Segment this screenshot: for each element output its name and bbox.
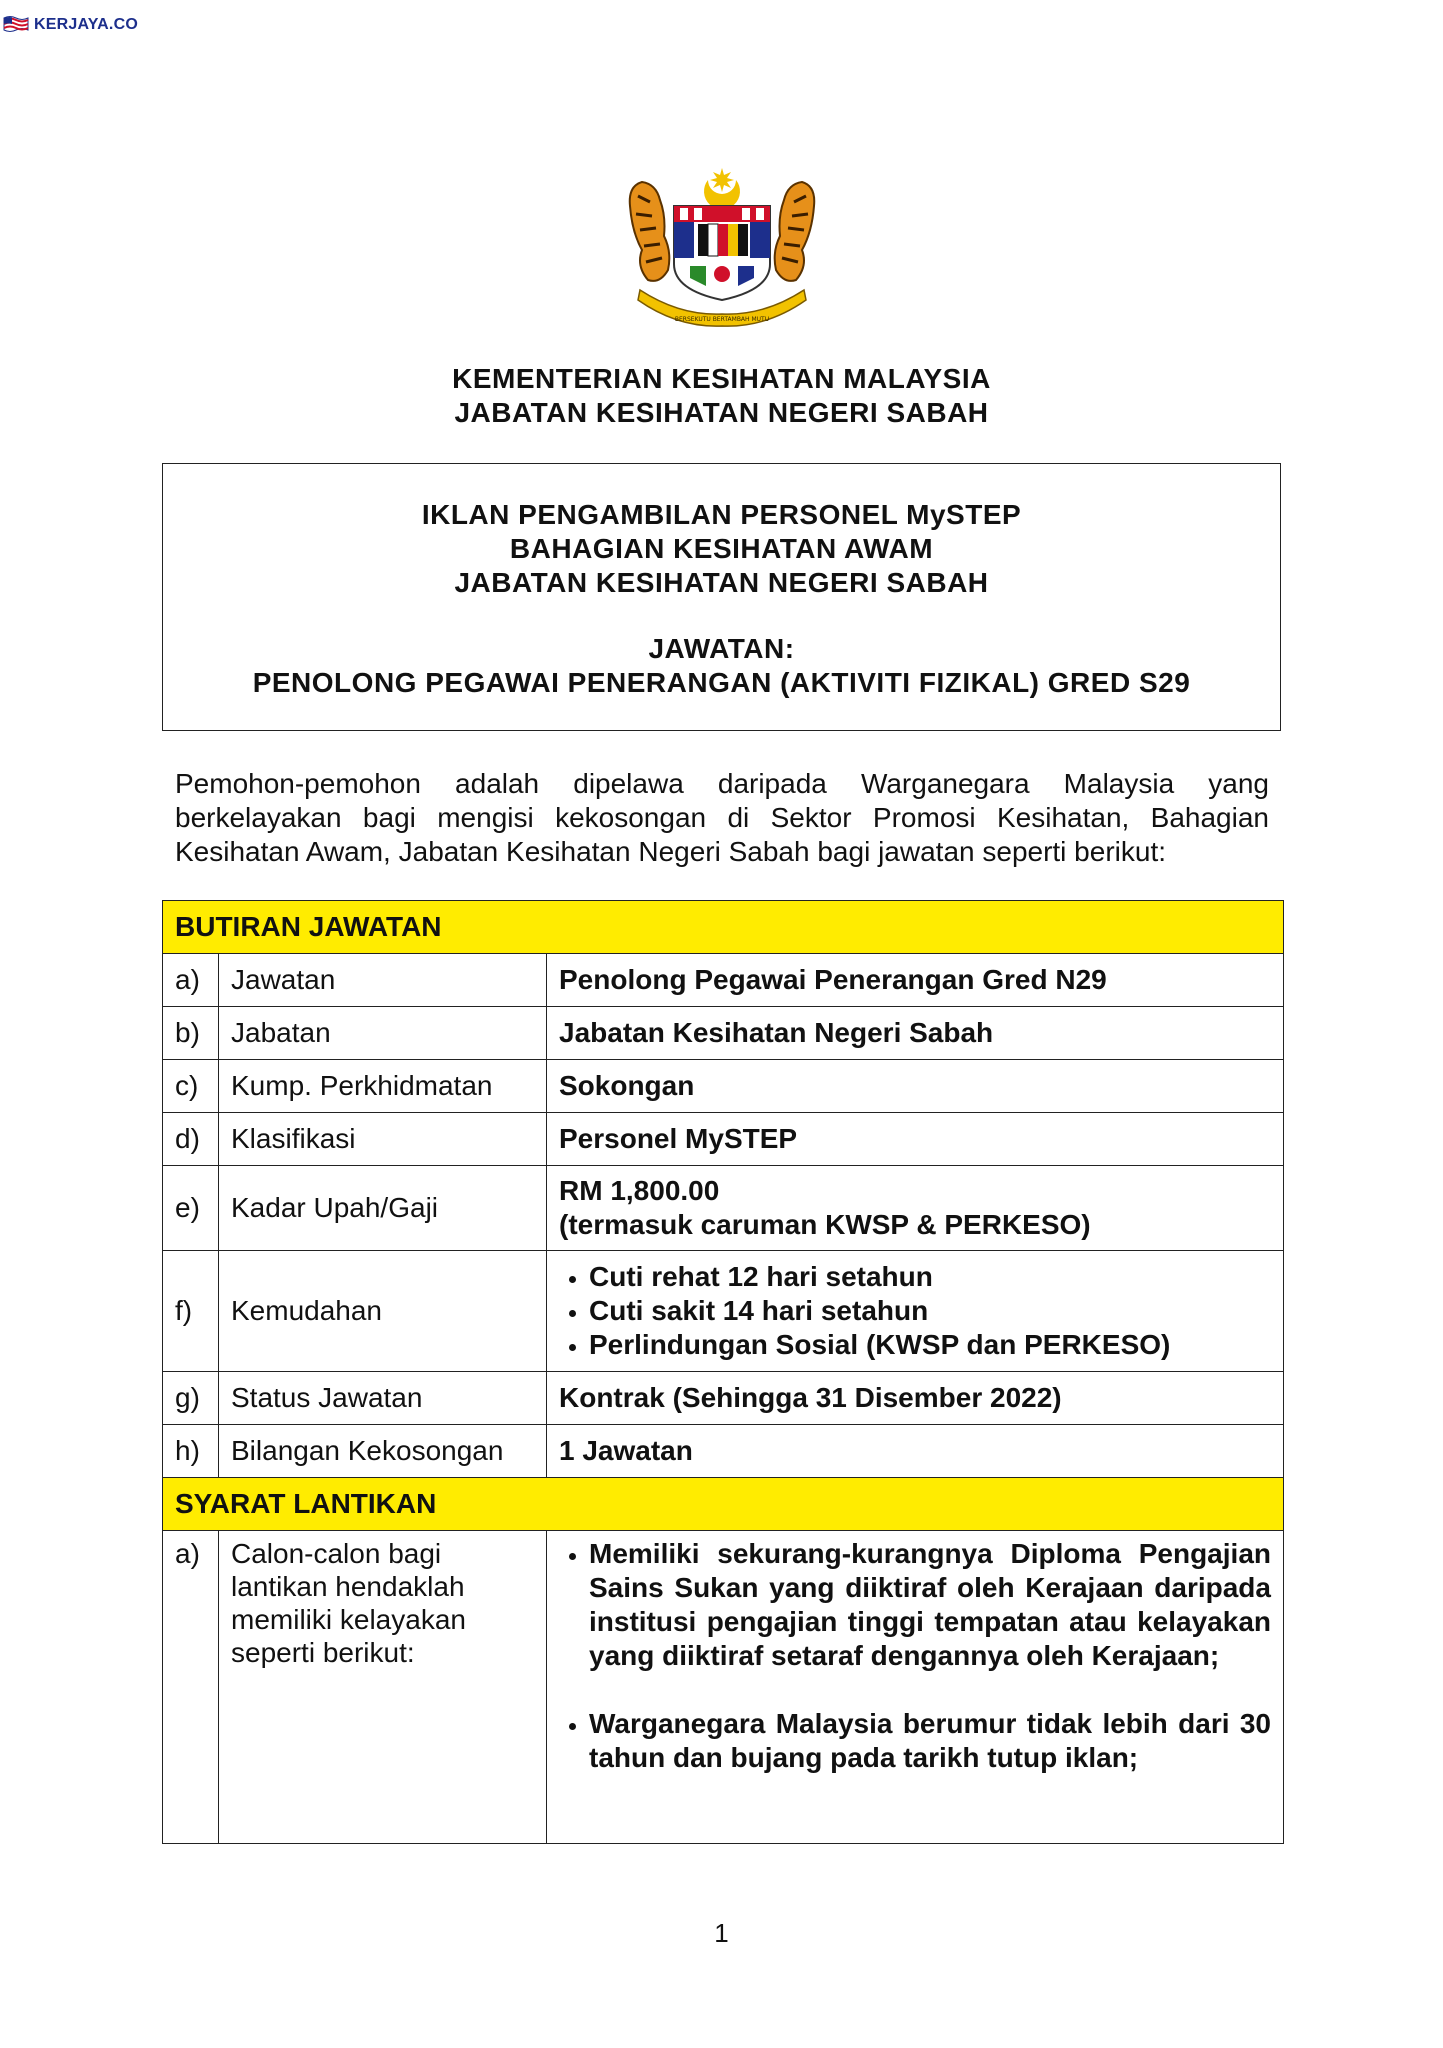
post-label: JAWATAN:: [648, 633, 795, 664]
salary-note: (termasuk caruman KWSP & PERKESO): [559, 1209, 1091, 1240]
watermark: [2, 14, 138, 36]
row-label: Calon-calon bagi lantikan hendaklah memiliki kelayakan seperti berikut:: [219, 1531, 547, 1844]
row-letter: c): [163, 1060, 219, 1113]
watermark-text: KERJAYA.CO: [34, 16, 138, 33]
row-letter: b): [163, 1007, 219, 1060]
row-value: Sokongan: [547, 1060, 1284, 1113]
row-value: Kontrak (Sehingga 31 Disember 2022): [547, 1372, 1284, 1425]
table-row: [163, 1251, 1284, 1372]
table-row: [163, 1425, 1284, 1478]
intro-paragraph: Pemohon-pemohon adalah dipelawa daripada Warganegara Malaysia yang berkelayakan bagi mengisi kekosongan di Sektor Promosi Kesihatan, Bahagian Kesihatan Awam, Jabatan Kesihatan Negeri Sabah bagi jawatan seperti berikut:: [175, 768, 1269, 867]
post-name: PENOLONG PEGAWAI PENERANGAN (AKTIVITI FIZIKAL) GRED S29: [252, 667, 1191, 698]
row-letter: h): [163, 1425, 219, 1478]
malaysia-coat-of-arms-icon: [620, 166, 824, 332]
row-value: 1 Jawatan: [547, 1425, 1284, 1478]
page-number: 1: [714, 1918, 729, 1948]
requirements-list: [559, 1537, 1271, 1775]
ministry-name: KEMENTERIAN KESIHATAN MALAYSIA: [452, 363, 991, 394]
salary-amount: RM 1,800.00: [559, 1175, 720, 1206]
list-item: • Cuti rehat 12 hari setahun: [589, 1260, 1271, 1294]
list-item: • Perlindungan Sosial (KWSP dan PERKESO): [589, 1328, 1271, 1362]
crest-motto: BERSEKUTU BERTAMBAH MUTU: [674, 316, 770, 323]
row-label: Bilangan Kekosongan: [219, 1425, 547, 1478]
row-value: Jabatan Kesihatan Negeri Sabah: [547, 1007, 1284, 1060]
list-item: • Memiliki sekurang-kurangnya Diploma Pengajian Sains Sukan yang diiktiraf oleh Kerajaan daripada institusi pengajian tinggi tempatan atau kelayakan yang diiktiraf setaraf dengannya oleh Kerajaan;: [589, 1537, 1271, 1673]
row-label: Kump. Perkhidmatan: [219, 1060, 547, 1113]
advertisement-title-box: [162, 463, 1281, 731]
row-letter: d): [163, 1113, 219, 1166]
division-name: BAHAGIAN KESIHATAN AWAM: [509, 533, 934, 564]
table-row: [163, 1113, 1284, 1166]
row-label: Kemudahan: [219, 1251, 547, 1372]
table-row: [163, 1531, 1284, 1844]
flag-wave-icon: [2, 14, 30, 36]
list-item: • Warganegara Malaysia berumur tidak lebih dari 30 tahun dan bujang pada tarikh tutup iklan;: [589, 1707, 1271, 1775]
row-label: Status Jawatan: [219, 1372, 547, 1425]
row-label: Jabatan: [219, 1007, 547, 1060]
row-label: Klasifikasi: [219, 1113, 547, 1166]
table-row: [163, 1166, 1284, 1251]
table-row: [163, 954, 1284, 1007]
row-letter: a): [163, 1531, 219, 1844]
section-header-butiran: [163, 901, 1284, 954]
row-letter: e): [163, 1166, 219, 1251]
table-row: [163, 1060, 1284, 1113]
row-value: [547, 1251, 1284, 1372]
row-value: [547, 1166, 1284, 1251]
section-header-syarat: [163, 1478, 1284, 1531]
benefits-list: [559, 1260, 1271, 1362]
section-heading: BUTIRAN JAWATAN: [163, 901, 1284, 954]
table-row: [163, 1372, 1284, 1425]
section-heading: SYARAT LANTIKAN: [163, 1478, 1284, 1531]
row-value: Penolong Pegawai Penerangan Gred N29: [547, 954, 1284, 1007]
row-letter: f): [163, 1251, 219, 1372]
row-letter: g): [163, 1372, 219, 1425]
table-row: [163, 1007, 1284, 1060]
ministry-header: [0, 362, 1443, 430]
row-label: Jawatan: [219, 954, 547, 1007]
row-value: [547, 1531, 1284, 1844]
advertisement-title: IKLAN PENGAMBILAN PERSONEL MySTEP: [421, 499, 1022, 530]
department-name: JABATAN KESIHATAN NEGERI SABAH: [454, 397, 989, 428]
job-details-table: [162, 900, 1284, 1844]
row-letter: a): [163, 954, 219, 1007]
row-value: Personel MySTEP: [547, 1113, 1284, 1166]
list-item: • Cuti sakit 14 hari setahun: [589, 1294, 1271, 1328]
row-label: Kadar Upah/Gaji: [219, 1166, 547, 1251]
department-name-box: JABATAN KESIHATAN NEGERI SABAH: [454, 567, 989, 598]
